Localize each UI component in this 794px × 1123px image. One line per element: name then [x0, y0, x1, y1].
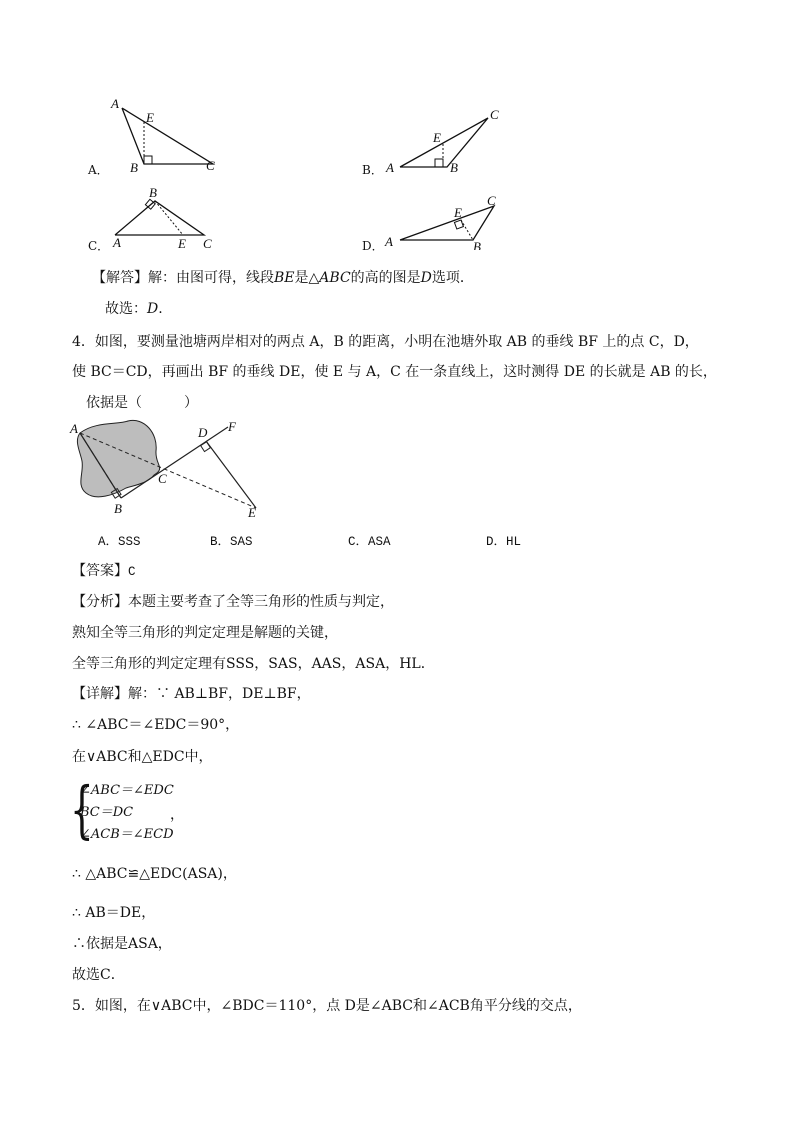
detail-line-7: 故选C．: [72, 967, 125, 983]
option-a-figure: [100, 92, 230, 182]
answer-line: 【答案】C: [72, 563, 136, 579]
label-c: C: [158, 471, 167, 486]
vertex-a: A: [113, 235, 121, 250]
q3-solution-line: 【解答】解：由图可得，线段BE是△ABC的高的图是D选项．: [92, 270, 474, 286]
q4-line-2: 使 BC＝CD，再画出 BF 的垂线 DE，使 E 与 A，C 在一条直线上，这时测得 DE 的长就是 AB 的长，: [72, 364, 717, 380]
option-d-label: D．: [362, 239, 384, 253]
detail-line-5: ∴ AB＝DE，: [72, 905, 156, 921]
vertex-c: C: [203, 236, 212, 251]
detail-line-6: ∴依据是ASA，: [72, 936, 172, 952]
q3-choice-line: 故选：D.: [105, 301, 163, 317]
detail-line-1: 【详解】解：∵ AB⊥BF，DE⊥BF，: [72, 686, 311, 702]
q4-line-3: 依据是（ ）: [86, 395, 198, 411]
vertex-a: A: [385, 234, 393, 249]
label-f: F: [228, 419, 236, 434]
pond-figure: [66, 413, 276, 523]
analysis-line-3: 全等三角形的判定定理有SSS，SAS，AAS，ASA，HL．: [72, 656, 435, 672]
system-eq-1: ∠ABC＝∠EDC: [80, 783, 174, 798]
q4-choice-a: A．SSS: [98, 535, 141, 549]
q5-line-1: 5．如图，在∨ABC中，∠BDC＝110°，点 D是∠ABC和∠ACB角平分线的交点，: [72, 998, 582, 1014]
analysis-line-2: 熟知全等三角形的判定定理是解题的关键，: [72, 625, 338, 641]
label-e: E: [248, 505, 256, 520]
vertex-c: C: [206, 158, 215, 173]
vertex-e: E: [454, 205, 462, 220]
vertex-c: C: [490, 107, 499, 122]
detail-line-4: ∴ △ABC≌△EDC(ASA)，: [72, 866, 237, 882]
q4-choice-c: C．ASA: [348, 535, 391, 549]
system-eq-2: BC＝DC: [80, 805, 134, 820]
vertex-b: B: [450, 160, 458, 175]
vertex-e: E: [178, 236, 186, 251]
system-eq-3: ∠ACB＝∠ECD: [80, 827, 174, 842]
q4-choice-b: B．SAS: [210, 535, 253, 549]
vertex-b: B: [149, 185, 157, 200]
system-brace: {: [70, 773, 94, 846]
label-a: A: [70, 421, 78, 436]
q4-choice-d: D．HL: [486, 535, 522, 549]
vertex-b: B: [473, 239, 481, 250]
option-c-figure: [105, 183, 225, 255]
label-b: B: [114, 501, 122, 516]
option-b-figure: [380, 104, 510, 179]
vertex-b: B: [130, 160, 138, 175]
vertex-a: A: [111, 96, 119, 111]
option-c-label: C．: [88, 239, 110, 253]
q4-line-1: 4．如图，要测量池塘两岸相对的两点 A，B 的距离，小明在池塘外取 AB 的垂线 BF 上的点 C，D，: [72, 334, 699, 350]
option-a-label: A．: [88, 163, 109, 177]
option-d-figure: [380, 190, 510, 250]
analysis-line-1: 【分析】本题主要考查了全等三角形的性质与判定，: [72, 594, 394, 610]
label-d: D: [198, 425, 208, 440]
detail-line-3: 在∨ABC和△EDC中，: [72, 749, 213, 765]
vertex-e: E: [146, 110, 154, 125]
option-b-label: B．: [362, 163, 383, 177]
vertex-c: C: [487, 193, 496, 208]
system-comma: ，: [170, 807, 184, 823]
vertex-e: E: [433, 130, 441, 145]
vertex-a: A: [386, 160, 394, 175]
detail-line-2: ∴ ∠ABC＝∠EDC＝90°，: [72, 717, 240, 733]
